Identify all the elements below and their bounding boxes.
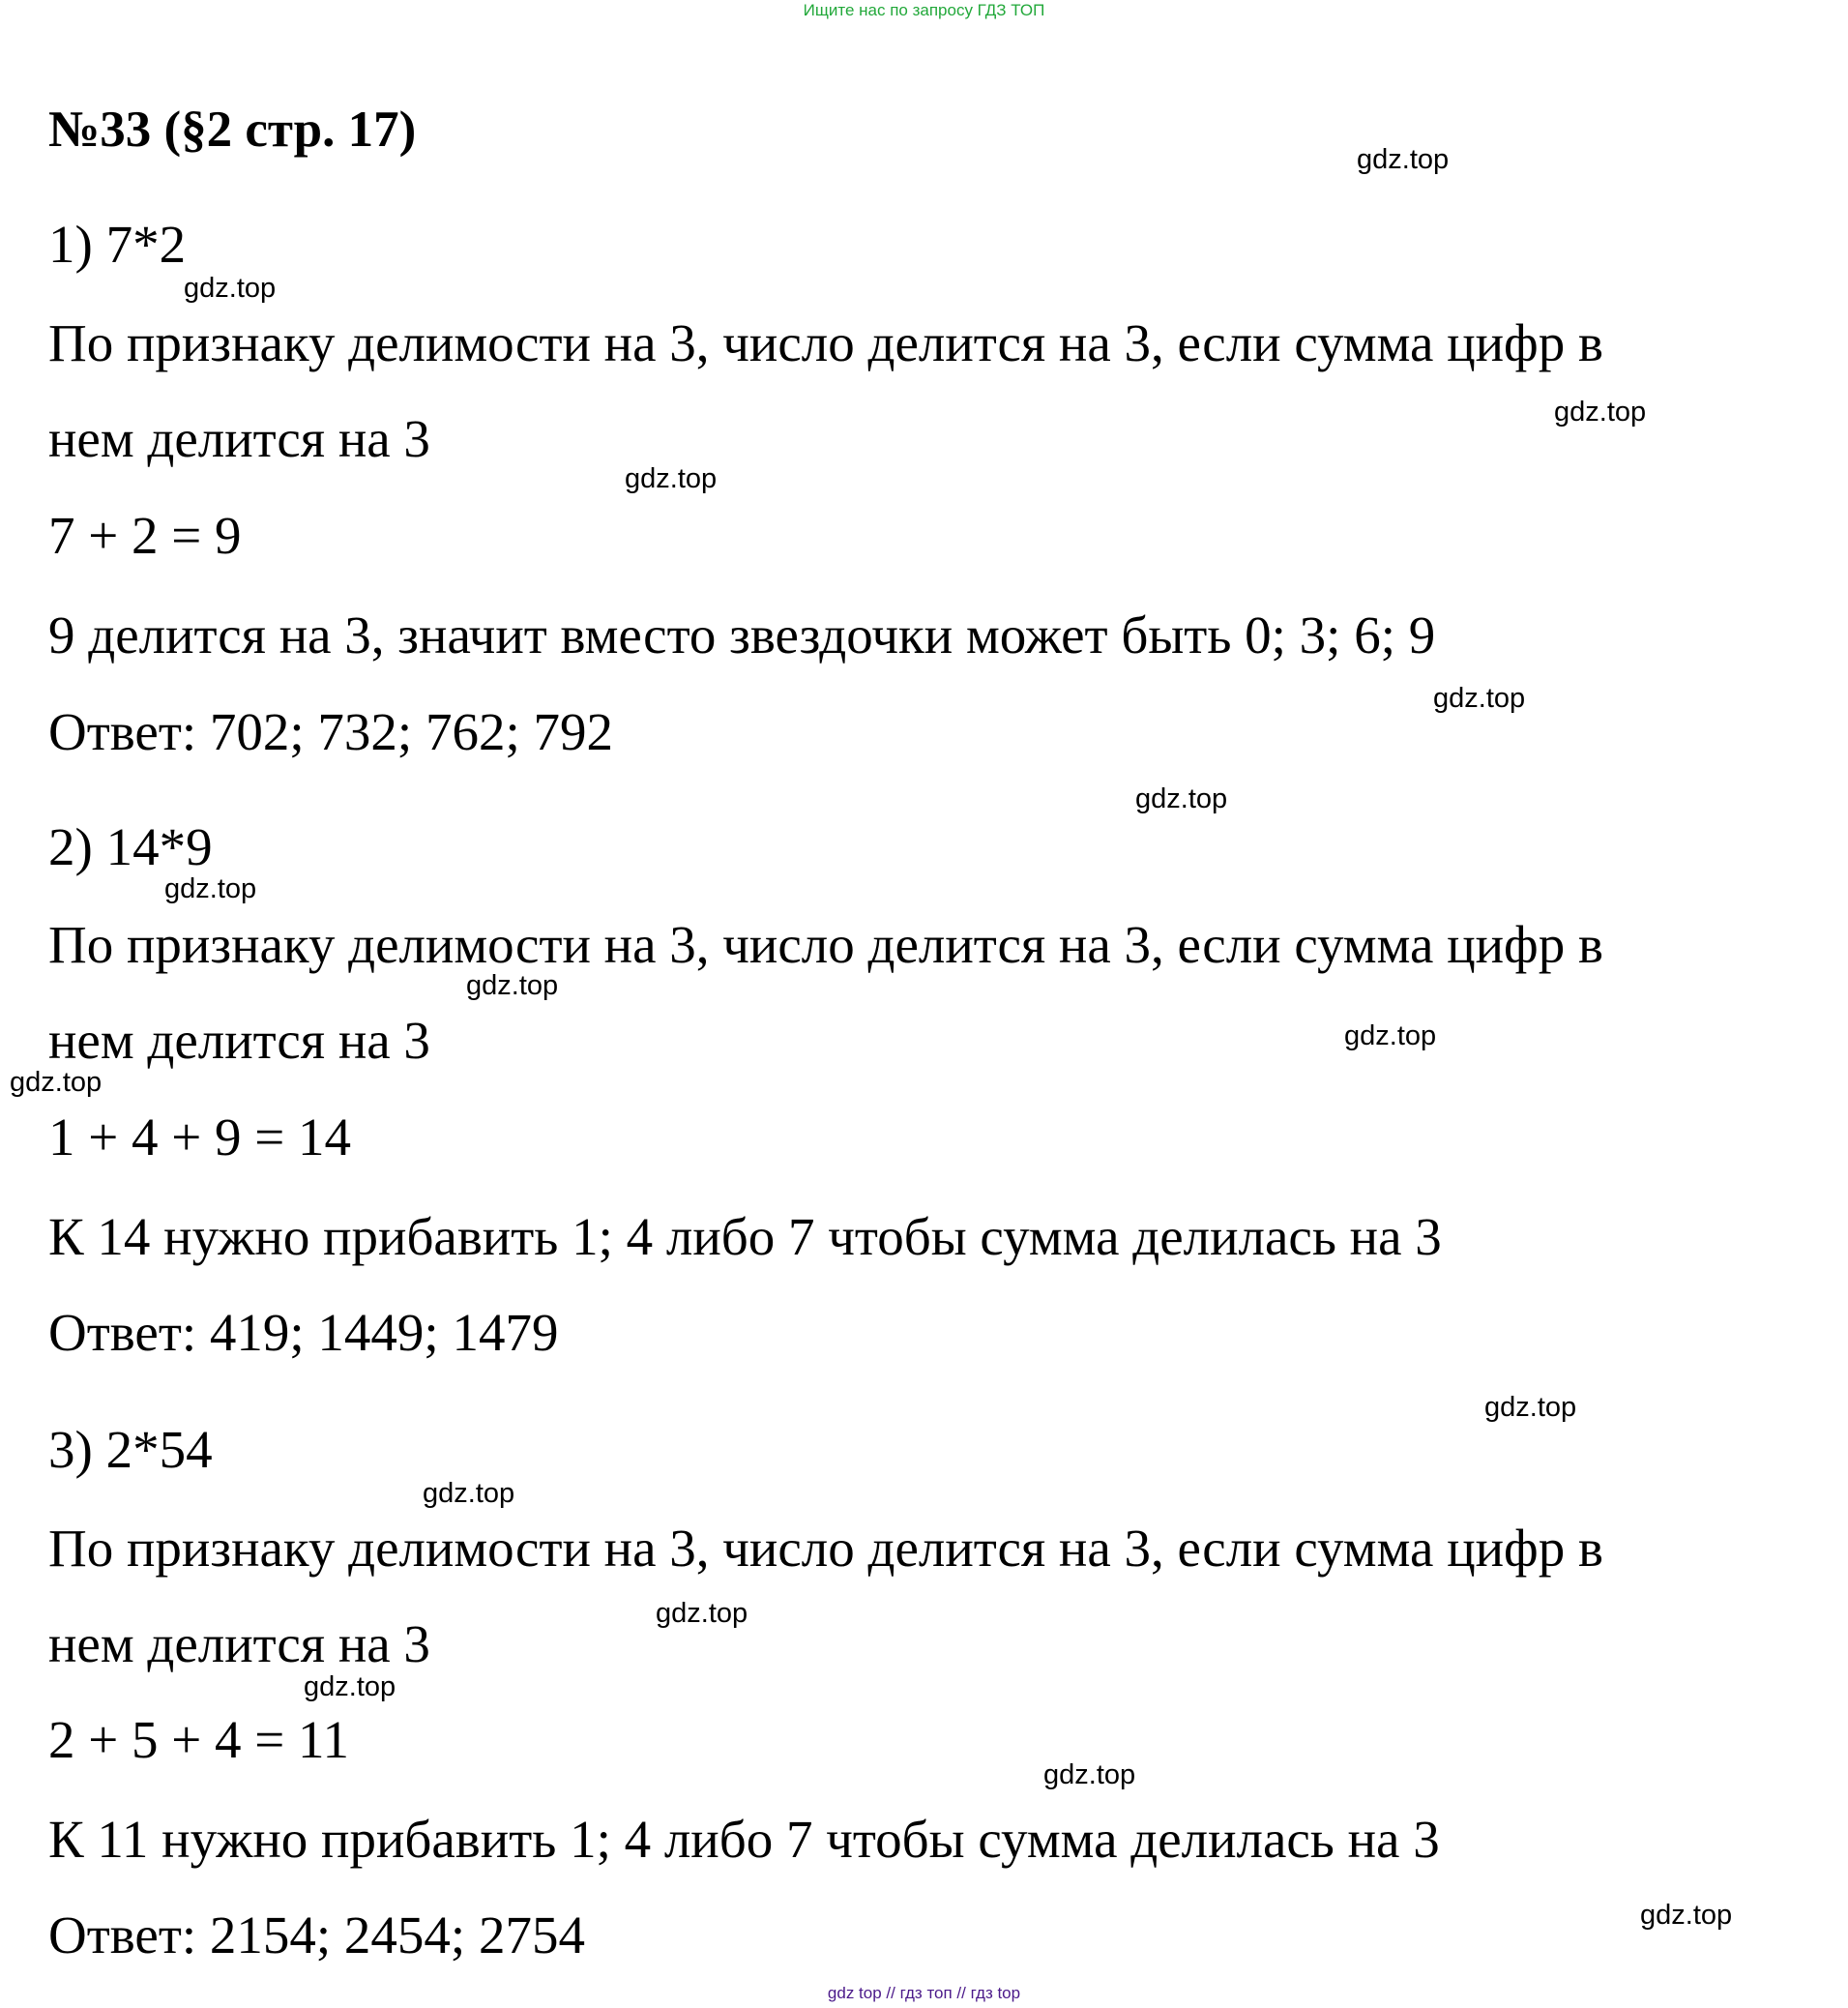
watermark: gdz.top [10,1067,103,1098]
part-3-header: 3) 2*54 [48,1420,213,1479]
watermark: gdz.top [1357,144,1450,175]
part-2-sum: 1 + 4 + 9 = 14 [48,1107,352,1166]
part-3-sum: 2 + 5 + 4 = 11 [48,1710,350,1769]
part-1-header: 1) 7*2 [48,215,187,274]
part-1-answer: Ответ: 702; 732; 762; 792 [48,702,613,761]
part-1-reasoning: 9 делится на 3, значит вместо звездочки может быть 0; 3; 6; 9 [48,605,1436,664]
top-banner: Ищите нас по запросу ГДЗ ТОП [803,1,1045,19]
watermark: gdz.top [423,1478,515,1509]
watermark: gdz.top [1433,683,1526,714]
part-1-sum: 7 + 2 = 9 [48,506,242,565]
part-2-answer: Ответ: 419; 1449; 1479 [48,1303,559,1362]
watermark: gdz.top [1344,1020,1437,1051]
part-3-answer: Ответ: 2154; 2454; 2754 [48,1905,585,1964]
watermark: gdz.top [466,970,559,1001]
part-2-rule-line-2: нем делится на 3 [48,1011,430,1070]
watermark: gdz.top [304,1671,396,1702]
part-1-rule-line-2: нем делится на 3 [48,409,430,468]
part-1-rule-line-1: По признаку делимости на 3, число делится на 3, если сумма цифр в [48,313,1603,372]
part-2-rule-line-1: По признаку делимости на 3, число делится на 3, если сумма цифр в [48,915,1603,974]
watermark: gdz.top [1640,1900,1733,1931]
watermark: gdz.top [1043,1759,1136,1790]
watermark: gdz.top [656,1598,748,1629]
part-3-rule-line-1: По признаку делимости на 3, число делится на 3, если сумма цифр в [48,1519,1603,1578]
watermark: gdz.top [164,873,257,904]
watermark: gdz.top [1554,397,1647,428]
page-title: №33 (§2 стр. 17) [48,102,417,158]
watermark: gdz.top [625,463,718,494]
watermark: gdz.top [1135,783,1228,814]
watermark: gdz.top [1484,1392,1577,1423]
part-3-reasoning: К 11 нужно прибавить 1; 4 либо 7 чтобы сумма делилась на 3 [48,1810,1440,1869]
part-2-reasoning: К 14 нужно прибавить 1; 4 либо 7 чтобы сумма делилась на 3 [48,1207,1442,1266]
part-3-rule-line-2: нем делится на 3 [48,1614,430,1673]
part-2-header: 2) 14*9 [48,817,213,876]
footer: gdz top // гдз топ // гдз top [827,1984,1021,2002]
watermark: gdz.top [184,273,277,304]
